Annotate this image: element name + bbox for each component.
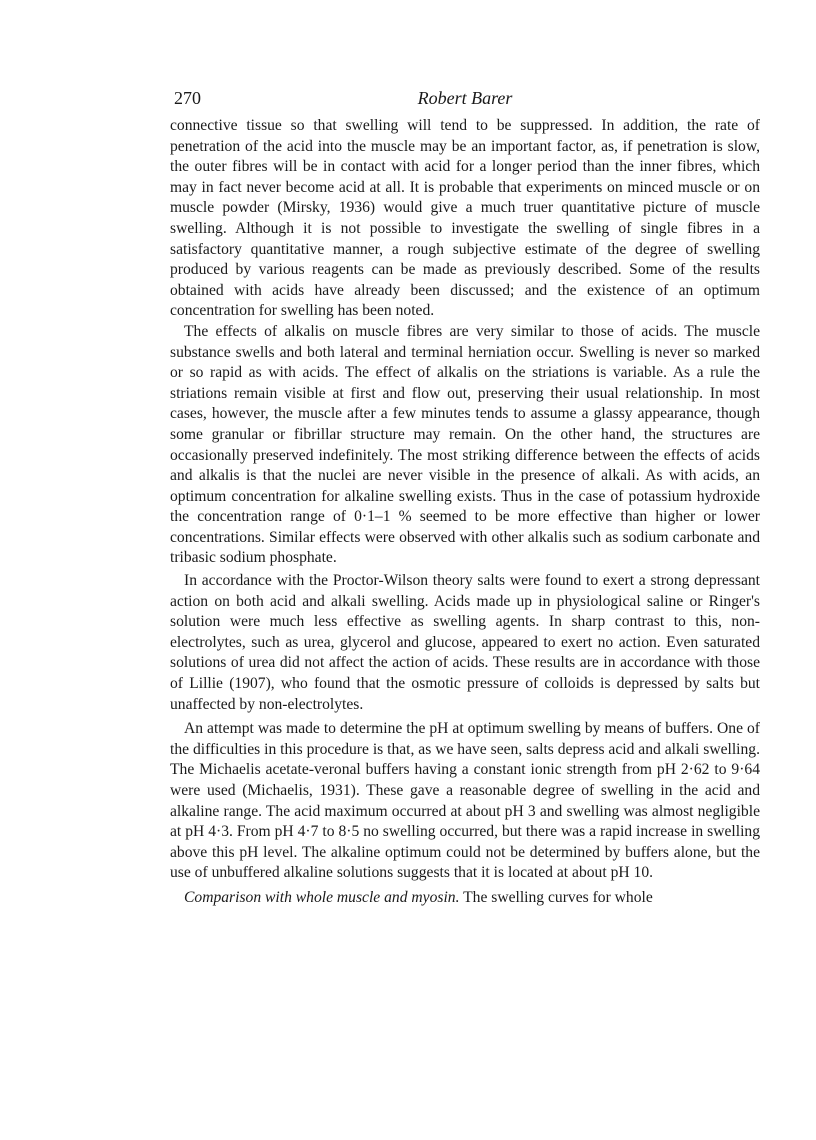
paragraph-1: connective tissue so that swelling will tend to be suppressed. In addition, the rate of penetration of the acid into the muscle may be an important factor, as, if penetration is slow, the outer fibres will be in contact with acid for a longer period than the inner fibres, which may in fact never become acid at all. It is probable that experiments on minced muscle or on muscle powder (Mirsky, 1936) would give a much truer quantitative picture of muscle swelling. Although it is not possible to investigate the swelling of single fibres in a satisfactory quantitative manner, a rough subjective estimate of the degree of swelling produced by various reagents can be made as previously described. Some of the results obtained with acids have already been discussed; and the existence of an optimum concentration for swelling has been noted. [170,117,760,320]
page [170,86,760,909]
page-header [170,86,760,116]
paragraph-2: The effects of alkalis on muscle fibres are very similar to those of acids. The muscle substance swells and both lateral and terminal herniation occur. Swelling is never so marked or so rapid as with acids. The effect of alkalis on the striations is variable. As a rule the striations remain visible at first and flow out, preserving their usual relationship. In most cases, however, the muscle after a few minutes tends to assume a glassy appearance, though some granular or fibrillar structure may remain. On the other hand, the structures are occasionally preserved indefinitely. The most striking difference between the effects of acids and alkalis is that the nuclei are never visible in the presence of alkali. As with acids, an optimum concentration for alkaline swelling exists. Thus in the case of potassium hydroxide the concentration range of 0·1–1 % seemed to be more effective than higher or lower concentrations. Similar effects were observed with other alkalis such as sodium carbonate and tribasic sodium phosphate. [170,322,760,567]
running-head: Robert Barer [417,88,513,108]
paragraph-4: An attempt was made to determine the pH at optimum swelling by means of buffers. One of the difficulties in this procedure is that, as we have seen, salts depress acid and alkali swelling. The Michaelis acetate-veronal buffers having a constant ionic strength from pH 2·62 to 9·64 were used (Michaelis, 1931). These gave a reasonable degree of swelling in the acid and alkaline range. The acid maximum occurred at about pH 3 and swelling was almost negligible at pH 4·3. From pH 4·7 to 8·5 no swelling occurred, but there was a rapid increase in swelling above this pH level. The alkaline optimum could not be determined by buffers alone, but the use of unbuffered alkaline solutions suggests that it is located at about pH 10. [170,720,760,882]
page-number: 270 [174,88,201,108]
section-heading: Comparison with whole muscle and myosin. [184,888,460,906]
paragraph-5 [170,888,760,909]
paragraph-5-text: The swelling curves for whole [459,888,653,906]
paragraph-3: In accordance with the Proctor-Wilson theory salts were found to exert a strong depressant action on both acid and alkali swelling. Acids made up in physiological saline or Ringer's solution were much less effective as swelling agents. In sharp contrast to this, non-electrolytes, such as urea, glycerol and glucose, appeared to exert no action. Even saturated solutions of urea did not affect the action of acids. These results are in accordance with those of Lillie (1907), who found that the osmotic pressure of colloids is depressed by salts but unaffected by non-electrolytes. [170,572,760,713]
